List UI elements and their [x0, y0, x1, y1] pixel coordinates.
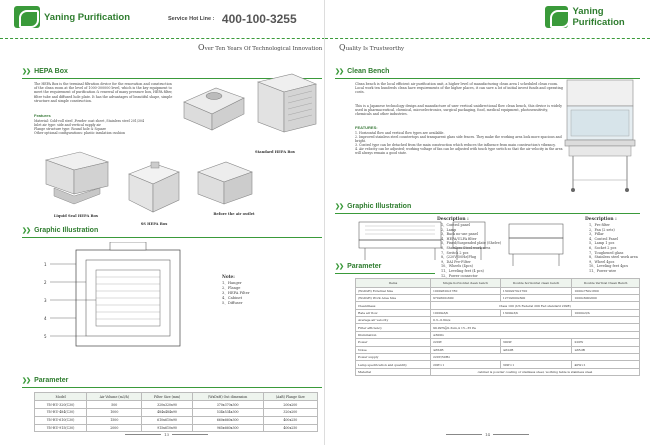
clean-bench-image	[557, 76, 643, 194]
table-row: Power 220W 300W 220W	[356, 339, 640, 346]
note-item: 5、Diffuser	[222, 301, 243, 305]
clean-bench-title: Clean Bench	[347, 68, 390, 75]
left-page-number: 13	[122, 432, 211, 437]
chevron-right-icon: ❯❯	[335, 264, 344, 270]
desc-item: 7、Toughened glass	[589, 250, 624, 255]
desc-item: 10、Wheels (4pcs)	[441, 264, 473, 269]
desc-item: 1、Pre filter	[589, 223, 610, 227]
clean-bench-feature: 4. Air velocity can be adjusted; working voltage of fan can be adjusted with touch type switch so that the air velocity in the area will always remain a good state.	[355, 147, 563, 155]
desc-item: 8、Stainless steel work area	[589, 255, 638, 260]
table-row: Rate air flow 1000m3/h 1300m3/h 1000m3/h	[356, 309, 640, 316]
standard-hepa-box-image	[178, 82, 248, 134]
right-page-number: 14	[443, 432, 532, 437]
table-row: YN-HU-320(C30) 500 320x320x90 370x370x300 200x200	[35, 401, 318, 409]
chevron-right-icon: ❯❯	[22, 228, 31, 234]
note-item: 3、HEPA Filter	[222, 291, 250, 295]
table-row: Illumination ≥300lx	[356, 331, 640, 338]
note-item: 1、Hanger	[222, 281, 242, 285]
hotline-label: Service Hot Line :	[168, 15, 215, 22]
hepa-intro: The HEPA Box is the terminal filtration device for the renovation and construction of the clean room at the level of 1000-300000 level, which is the key equipment to meet the requirement of purification & renewal of many pressure box, HEPA filter, filter tube and diffused hole plate. It has the advantages of beautiful shape, simple structure and simple construction.	[34, 82, 173, 103]
chevron-right-icon: ❯❯	[335, 69, 344, 75]
clean-bench-features	[355, 131, 565, 155]
col-single-horizontal: Single horizontal clean bench	[430, 279, 500, 288]
note-item: 4、Cabinet	[222, 296, 243, 300]
table-row: YN-HU-484(C30) 1000 484x484x90 534x534x300 320x200	[35, 408, 318, 416]
ss-hepa-box-image	[125, 160, 183, 218]
desc-item: 4、HEPA/ULPA filter	[441, 236, 477, 241]
right-parameter-rule	[335, 273, 435, 274]
before-air-outlet-caption: Before the air outlet	[213, 212, 255, 216]
header-divider	[0, 38, 325, 39]
col-filter-size: Filter Size (mm)	[142, 393, 192, 401]
brand-logo	[14, 6, 130, 28]
desc-item: 9、Wheel 4pcs	[589, 259, 615, 264]
desc-title-2: Description :	[585, 217, 617, 222]
desc-item: 6、Stainless Steel work area	[441, 245, 491, 250]
yaning-logo-icon	[14, 6, 40, 28]
hepa-features-title: Features	[34, 113, 51, 118]
hotline-number: 400-100-3255	[221, 11, 297, 26]
desc-item: 4、Control Panel	[589, 236, 618, 241]
horizontal-bench-drawing	[355, 218, 445, 264]
table-row: Power supply 220V/50Hz	[356, 353, 640, 360]
table-row: YN-HU-610(C30) 1500 610x610x90 660x660x300 400x250	[35, 416, 318, 424]
desc-item: 11、Power wire	[589, 268, 617, 273]
chevron-right-icon: ❯❯	[22, 378, 31, 384]
col-flange-size: (AxB) Flange Size	[263, 393, 317, 401]
chevron-right-icon: ❯❯	[22, 69, 31, 75]
clean-bench-para1: Clean bench is the local efficient air purification unit, a higher level of manufacturing clean area I scheduled clean room. Local work ten hundreds clean have requirements of the higher places, it can save a lot of initial invest funds and operating costs.	[355, 82, 563, 95]
right-page	[325, 0, 650, 445]
hepa-feature: Other optional configurations: plastic insulation cushion	[34, 131, 126, 135]
left-parameter-title: Parameter	[34, 377, 69, 384]
brand-name: Yaning Purification	[44, 11, 131, 23]
desc-item: 5、Lamp 1 pcs	[589, 241, 615, 246]
note-item: 2、Flange	[222, 286, 241, 290]
desc-item: 2、Fan (2 sets)	[589, 227, 615, 232]
left-parameter-rule	[22, 387, 322, 388]
col-out-dimension: (WxDxH) Out dimension	[192, 393, 263, 401]
hepa-parameter-table	[34, 392, 318, 432]
table-row: Noise ≤65dB ≤62dB ≤65dB	[356, 346, 640, 353]
hepa-section-heading	[22, 67, 68, 76]
desc-item: 7、Switch 2 pcs	[441, 250, 469, 255]
clean-bench-features-title: FEATURES:	[355, 125, 378, 130]
left-tagline: Over Ten Years Of Technological Innovation	[198, 43, 323, 52]
col-model: Model	[35, 393, 87, 401]
desc-item: 11、Leveling feet (4 pcs)	[441, 268, 484, 273]
clean-bench-para2: This is a Japanese technology design and manufacture of user vertical unidirectional flow clean bench, this device is widely used in pharmaceutical, chemical, microelectronics, surgical packaging, food, medical equipment, photosensitivity, chemicals and other industries.	[355, 104, 562, 117]
table-row: Cleanliness Class 100 (US Federal 209 Fed standard 209E)	[356, 302, 640, 309]
col-double-horizontal: Double horizontal clean bench	[500, 279, 572, 288]
desc-item: 3、Pillar	[589, 232, 604, 237]
table-row: Filter efficiency 99.99%@0.3um,Δ 15~35 Pa	[356, 324, 640, 331]
right-tagline: Quality Is Trustworthy	[339, 43, 405, 52]
liquid-seal-caption: Liquid Seal HEPA Box	[53, 214, 99, 218]
hepa-title: HEPA Box	[34, 68, 68, 75]
left-graphic-rule	[22, 237, 322, 238]
right-graphic-rule	[335, 213, 640, 214]
yaning-logo-icon	[545, 6, 568, 28]
hepa-box-technical-drawing	[40, 242, 190, 357]
callout-3: 3	[44, 298, 47, 303]
notes-title: Note:	[222, 274, 235, 279]
table-row: Material cabinet is powder coating or stainless steel, working table is stainless steel	[356, 368, 640, 375]
col-items: Items	[356, 279, 431, 288]
ss-hepa-caption: SS HEPA Box	[140, 222, 168, 226]
description-list-2	[589, 223, 638, 274]
callout-5: 5	[44, 334, 47, 339]
callout-4: 4	[44, 316, 47, 321]
hepa-feature: Inlet air type: side and vertical supply air	[34, 123, 101, 127]
table-row: Average air velocity 0.3~0.6m/s	[356, 317, 640, 324]
clean-bench-heading	[335, 67, 389, 76]
col-double-vertical: Double Vertical Clean Bench	[572, 279, 640, 288]
desc-item: 12、Power connector	[441, 273, 478, 278]
callout-1: 1	[44, 262, 47, 267]
desc-item: 1、Control panel	[441, 223, 471, 227]
brand-name-right: Yaning Purification	[572, 6, 625, 28]
table-row: (WxDxH) External Size 1000x820x1780 1300x970x1700 1000x750x1800	[356, 287, 640, 294]
table-row: (WxDxH) Work Area Size 970x600x600 1270x600x600 1000x600x600	[356, 294, 640, 301]
clean-bench-parameter-table	[355, 278, 640, 376]
header-divider-right	[325, 38, 650, 39]
col-air-volume: Air Volume (m3/h)	[87, 393, 142, 401]
callout-2: 2	[44, 280, 47, 285]
left-parameter-heading	[22, 376, 68, 385]
desc-item: 2、Lamp	[441, 227, 457, 232]
right-graphic-title: Graphic Illustration	[347, 203, 412, 210]
desc-item: 8、(220V/50Hz)Plug	[441, 255, 477, 260]
desc-item: 6、Socket 2 pcs	[589, 245, 617, 250]
clean-bench-feature: 1. Horizontal flow and vertical flow types are available.	[355, 131, 445, 135]
before-air-outlet-image	[194, 158, 256, 208]
desc-item: 5、Fixed/Suspended plate (Shelve)	[441, 241, 502, 246]
right-graphic-heading	[335, 202, 411, 211]
table-header-row	[35, 393, 318, 401]
table-row: YN-HU-915(C30) 2000 915x610x90 965x660x300 400x250	[35, 424, 318, 432]
hepa-features	[34, 119, 184, 135]
description-list-1	[441, 223, 501, 278]
service-hotline	[168, 10, 297, 28]
brand-logo-right	[545, 6, 650, 28]
hepa-feature: Material: Cold-roll steel ,Powder coat sheet ,Stainless steel 201/304	[34, 119, 144, 123]
clean-bench-feature: 2. Improved stainless steel countertops and transparent glass side fences. They make the working area look more spacious and bright.	[355, 135, 562, 143]
right-parameter-heading	[335, 262, 381, 271]
table-row: Lamp specification and quantity 20W×1 30W×1 40W×1	[356, 361, 640, 368]
desc-title-1: Description :	[437, 217, 469, 222]
desc-item: 10、Leveling feet 4pcs	[589, 264, 629, 269]
left-graphic-heading	[22, 226, 98, 235]
vertical-bench-drawing	[505, 222, 567, 270]
liquid-seal-hepa-box-image	[40, 148, 112, 208]
right-parameter-title: Parameter	[347, 263, 382, 270]
standard-hepa-caption: Standard HEPA Box	[255, 150, 295, 154]
desc-item: 9、DAI Pre-Filter	[441, 259, 471, 264]
vertical-hepa-box-image	[250, 70, 320, 145]
clean-bench-feature: 3. Control type can be detached from the main construction which reduces the influence from main construction's vibrancy.	[355, 143, 556, 147]
chevron-right-icon: ❯❯	[335, 204, 344, 210]
left-graphic-title: Graphic Illustration	[34, 227, 99, 234]
notes-list	[222, 281, 250, 306]
hepa-feature: Flange structure type: Round hole & Square	[34, 127, 107, 131]
table-header-row	[356, 279, 640, 288]
desc-item: 3、Back no-use panel	[441, 232, 478, 237]
